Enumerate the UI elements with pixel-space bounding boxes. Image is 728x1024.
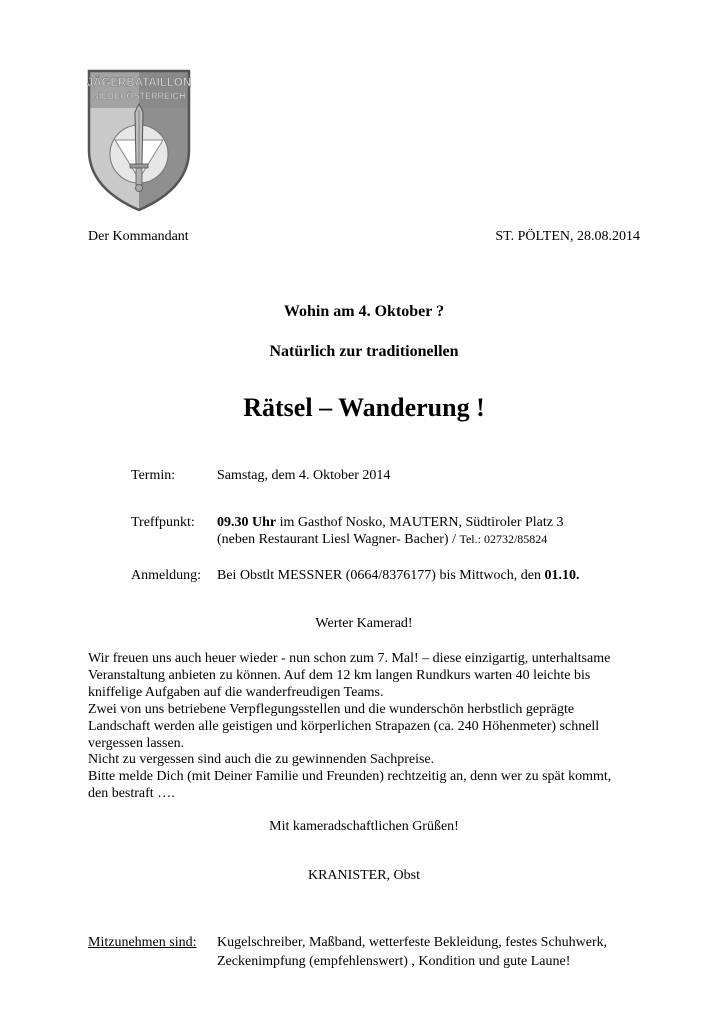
body-line: Veranstaltung anbieten zu können. Auf dem 12 km langen Rundkurs warten 40 leichte bis <box>88 667 591 683</box>
body-line: Landschaft werden alle geistigen und körperlichen Strapazen (ca. 240 Höhenmeter) schnell <box>88 718 600 734</box>
treffpunkt-value <box>217 515 564 531</box>
body-line: kniffelige Aufgaben auf die wanderfreudigen Teams. <box>88 684 384 700</box>
body-line: den bestraft …. <box>88 786 175 802</box>
body-line: Zwei von uns betriebene Verpflegungsstellen und die wunderschön herbstlich geprägte <box>88 701 575 717</box>
termin-value: Samstag, dem 4. Oktober 2014 <box>217 468 391 483</box>
signature: KRANISTER, Obst <box>307 868 420 883</box>
treffpunkt-place: im Gasthof Nosko, MAUTERN, Südtiroler Platz 3 <box>276 515 564 530</box>
crest-text-line2: NIEDERÖSTERREICH <box>92 91 186 101</box>
treffpunkt-time: 09.30 Uhr <box>217 515 277 530</box>
title-question: Wohin am 4. Oktober ? <box>283 303 445 320</box>
bring-line1: Kugelschreiber, Maßband, wetterfeste Bekleidung, festes Schuhwerk, <box>217 935 608 950</box>
body-line: Bitte melde Dich (mit Deiner Familie und Freunden) rechtzeitig an, denn wer zu spät kommt, <box>88 769 612 785</box>
sender-line: Der Kommandant <box>88 229 189 244</box>
main-title: Rätsel – Wanderung ! <box>243 393 485 422</box>
body-line: Nicht zu vergessen sind auch die zu gewinnenden Sachpreise. <box>88 752 435 768</box>
anmeldung-date: 01.10. <box>544 568 580 583</box>
treffpunkt-address-note: (neben Restaurant Liesl Wagner- Bacher) / <box>217 532 460 547</box>
battalion-crest-logo <box>86 68 192 212</box>
closing: Mit kameradschaftlichen Grüßen! <box>269 819 459 834</box>
treffpunkt-tel: Tel.: 02732/85824 <box>459 532 548 546</box>
greeting: Werter Kamerad! <box>315 616 413 631</box>
bring-label <box>88 935 197 951</box>
termin-label: Termin: <box>131 468 176 483</box>
bring-label-text: Mitzunehmen sind: <box>88 935 197 950</box>
treffpunkt-label: Treffpunkt: <box>131 515 195 530</box>
body-line: Wir freuen uns auch heuer wieder - nun schon zum 7. Mal! – diese einzigartig, unterhaltsame <box>88 651 611 666</box>
crest-text-line1: JÄGERBATAILLON <box>86 77 192 89</box>
anmeldung-label: Anmeldung: <box>131 568 201 583</box>
body-line: vergessen lassen. <box>88 735 185 751</box>
anmeldung-value <box>217 568 579 584</box>
bring-line2: Zeckenimpfung (empfehlenswert) , Kondition und gute Laune! <box>217 954 571 969</box>
letter-body <box>88 651 648 803</box>
title-subtitle: Natürlich zur traditionellen <box>269 343 459 360</box>
anmeldung-text: Bei Obstlt MESSNER (0664/8376177) bis Mittwoch, den <box>217 568 545 583</box>
place-date: ST. PÖLTEN, 28.08.2014 <box>495 229 640 244</box>
treffpunkt-line2 <box>217 532 547 548</box>
